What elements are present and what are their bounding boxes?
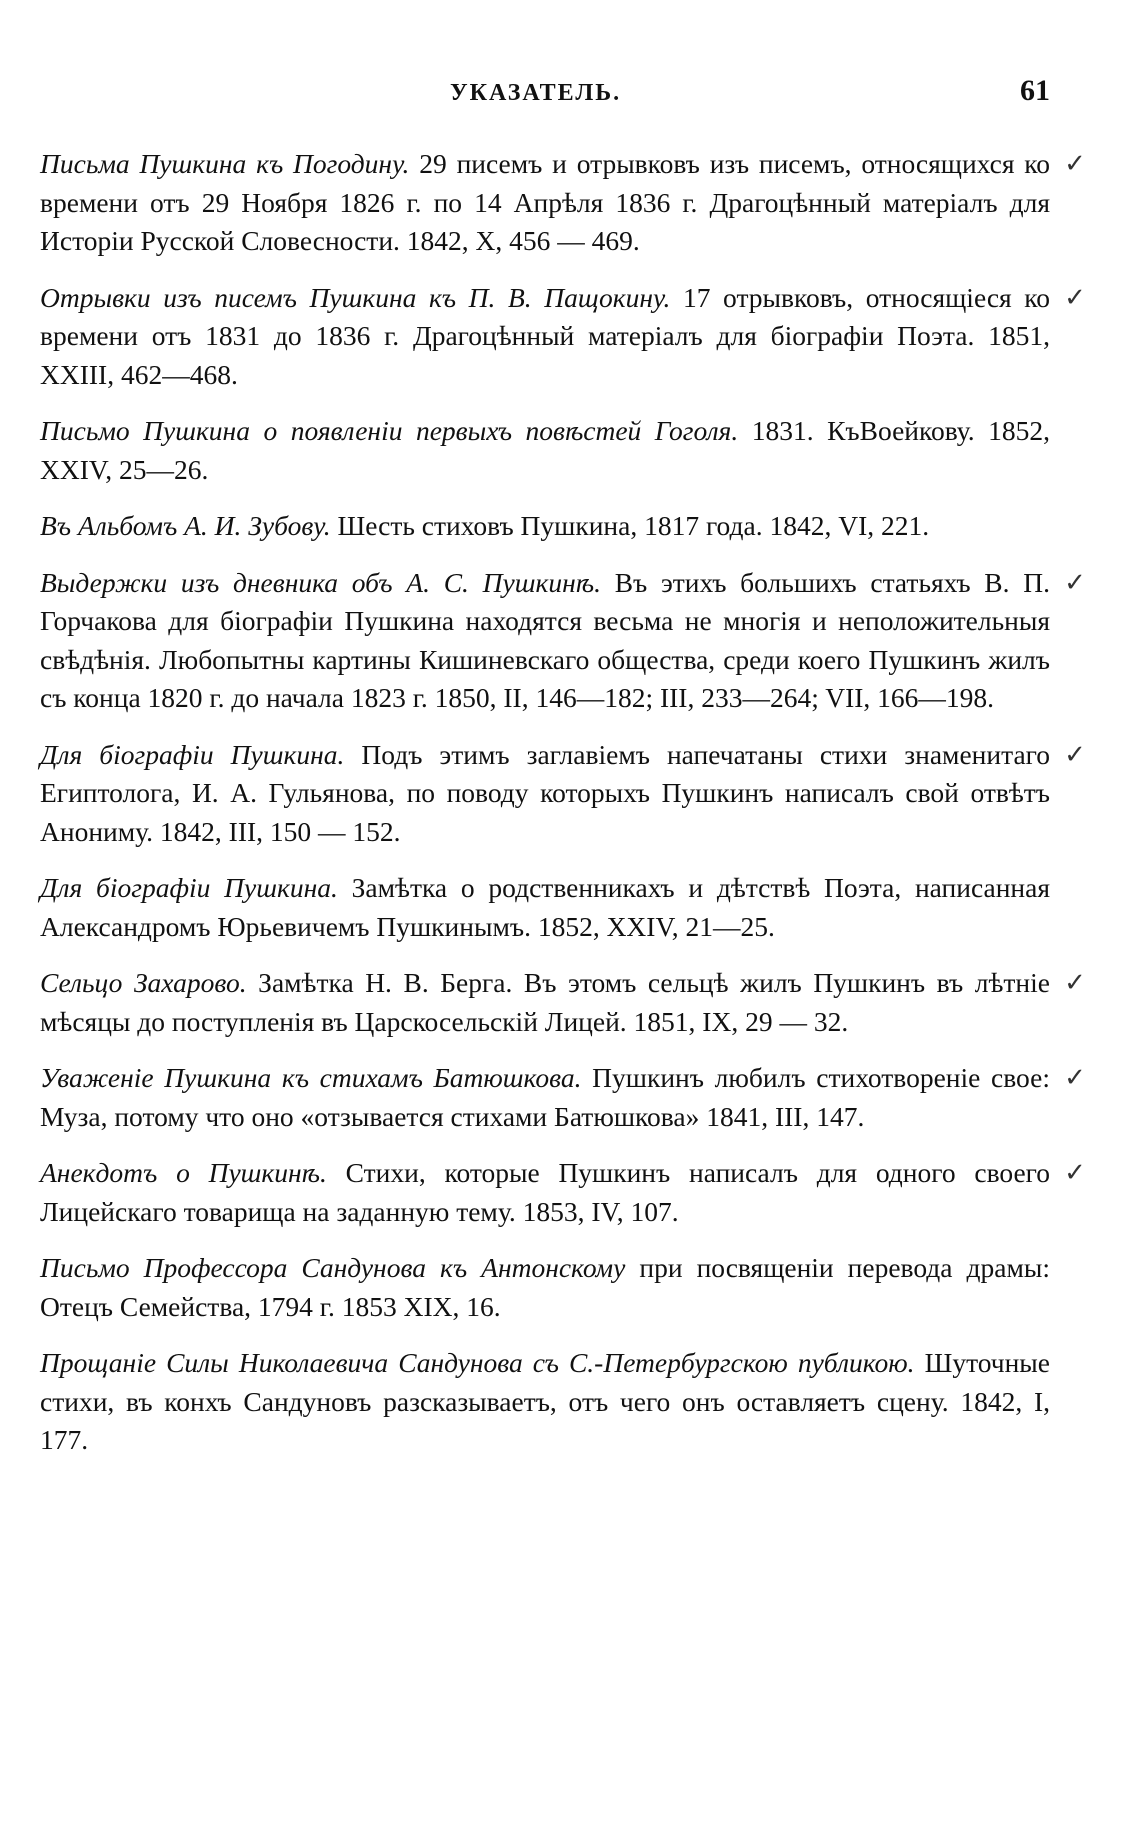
index-entry bbox=[40, 1154, 1086, 1231]
check-mark-icon: ✓ bbox=[1064, 739, 1086, 770]
entry-title: Выдержки изъ дневника объ А. С. Пушкинѣ. bbox=[40, 566, 601, 598]
entry-title: Прощаніе Силы Николаевича Сандунова съ С.-Петербургскою публикою. bbox=[40, 1347, 915, 1378]
entry-text: Шуточные стихи, въ конхъ Сандуновъ разсказываетъ, отъ чего онъ оставляетъ сцену. 1842, I, 177. bbox=[40, 1347, 1050, 1455]
check-mark-icon: ✓ bbox=[1064, 149, 1086, 179]
entry-text: Замѣтка Н. В. Берга. Въ этомъ сельцѣ жилъ Пушкинъ въ лѣтніе мѣсяцы до поступленія въ Царскосельскій Лицей. 1851, IX, 29 — 32. bbox=[40, 967, 1050, 1037]
entry-text: Въ этихъ большихъ статьяхъ В. П. Горчакова для біографіи Пушкина находятся весьма не многія и неположительныя свѣдѣнія. Любопытны картины Кишиневскаго общества, среди коего Пушкинъ жилъ съ конца 1820 г. до начала 1823 г. 1850, II, 146—182; III, 233—264; VII, 166—198. bbox=[40, 566, 1050, 713]
entry-text: 1831. КъВоейкову. 1852, XXIV, 25—26. bbox=[40, 415, 1050, 485]
entry-title: Письмо Пушкина о появленіи первыхъ повѣстей Гоголя. bbox=[40, 415, 739, 446]
index-entry bbox=[40, 564, 1086, 718]
entry-title: Для біографіи Пушкина. bbox=[40, 872, 338, 903]
index-entry bbox=[40, 1059, 1086, 1136]
entry-text: при посвященіи перевода драмы: Отецъ Семейства, 1794 г. 1853 XIX, 16. bbox=[40, 1252, 1050, 1322]
check-mark-icon: ✓ bbox=[1064, 282, 1086, 313]
entry-title: Въ Альбомъ А. И. Зубову. bbox=[40, 510, 331, 541]
entry-text: Стихи, которые Пушкинъ написалъ для одного своего Лицейскаго товарища на заданную тему. 1853, IV, 107. bbox=[40, 1157, 1050, 1227]
check-mark-icon: ✓ bbox=[1064, 1063, 1086, 1093]
index-entry bbox=[40, 1344, 1050, 1460]
entry-text: Подъ этимъ заглавіемъ напечатаны стихи знаменитаго Египтолога, И. А. Гульянова, по поводу которыхъ Пушкинъ написалъ свой отвѣтъ Анониму. 1842, III, 150 — 152. bbox=[40, 738, 1050, 847]
entry-title: Сельцо Захарово. bbox=[40, 967, 247, 998]
index-entry bbox=[40, 279, 1086, 395]
index-entry bbox=[40, 964, 1086, 1041]
entry-text: Замѣтка о родственникахъ и дѣтствѣ Поэта, написанная Александромъ Юрьевичемъ Пушкинымъ. 1852, XXIV, 21—25. bbox=[40, 872, 1050, 942]
entry-title: Письма Пушкина къ Погодину. bbox=[40, 148, 410, 179]
entry-title: Анекдотъ о Пушкинѣ. bbox=[40, 1157, 327, 1188]
entry-title: Отрывки изъ писемъ Пушкина къ П. В. Пащокину. bbox=[40, 281, 671, 313]
entry-title: Письмо Профессора Сандунова къ Антонскому bbox=[40, 1252, 626, 1283]
entry-text: 17 отрывковъ, относящіеся ко времени отъ 1831 до 1836 г. Драгоцѣнный матеріалъ для біографіи Поэта. 1851, XXIII, 462—468. bbox=[40, 281, 1050, 390]
index-entry bbox=[40, 145, 1086, 261]
check-mark-icon: ✓ bbox=[1064, 968, 1086, 998]
check-mark-icon: ✓ bbox=[1064, 1158, 1086, 1188]
index-entries bbox=[40, 145, 1086, 1478]
entry-text: 29 писемъ и отрывковъ изъ писемъ, относящихся ко времени отъ 29 Ноября 1826 г. по 14 Апрѣля 1836 г. Драгоцѣнный матеріалъ для Исторіи Русской Словесности. 1842, X, 456 — 469. bbox=[40, 148, 1051, 256]
index-entry bbox=[40, 869, 1050, 946]
entry-text: Шесть стиховъ Пушкина, 1817 года. 1842, VI, 221. bbox=[330, 510, 930, 541]
index-entry bbox=[40, 412, 1050, 489]
entry-text: Пушкинъ любилъ стихотвореніе свое: Муза, потому что оно «отзывается стихами Батюшкова» 1841, III, 147. bbox=[40, 1062, 1050, 1132]
index-entry bbox=[40, 1249, 1050, 1326]
page-header bbox=[0, 74, 1140, 120]
entry-title: Уваженіе Пушкина къ стихамъ Батюшкова. bbox=[40, 1062, 582, 1093]
page-title: УКАЗАТЕЛЬ. bbox=[450, 80, 622, 106]
page-number: 61 bbox=[1020, 74, 1050, 107]
check-mark-icon: ✓ bbox=[1064, 567, 1086, 598]
index-entry bbox=[40, 507, 1050, 546]
index-entry bbox=[40, 736, 1086, 852]
entry-title: Для біографіи Пушкина. bbox=[40, 738, 345, 770]
